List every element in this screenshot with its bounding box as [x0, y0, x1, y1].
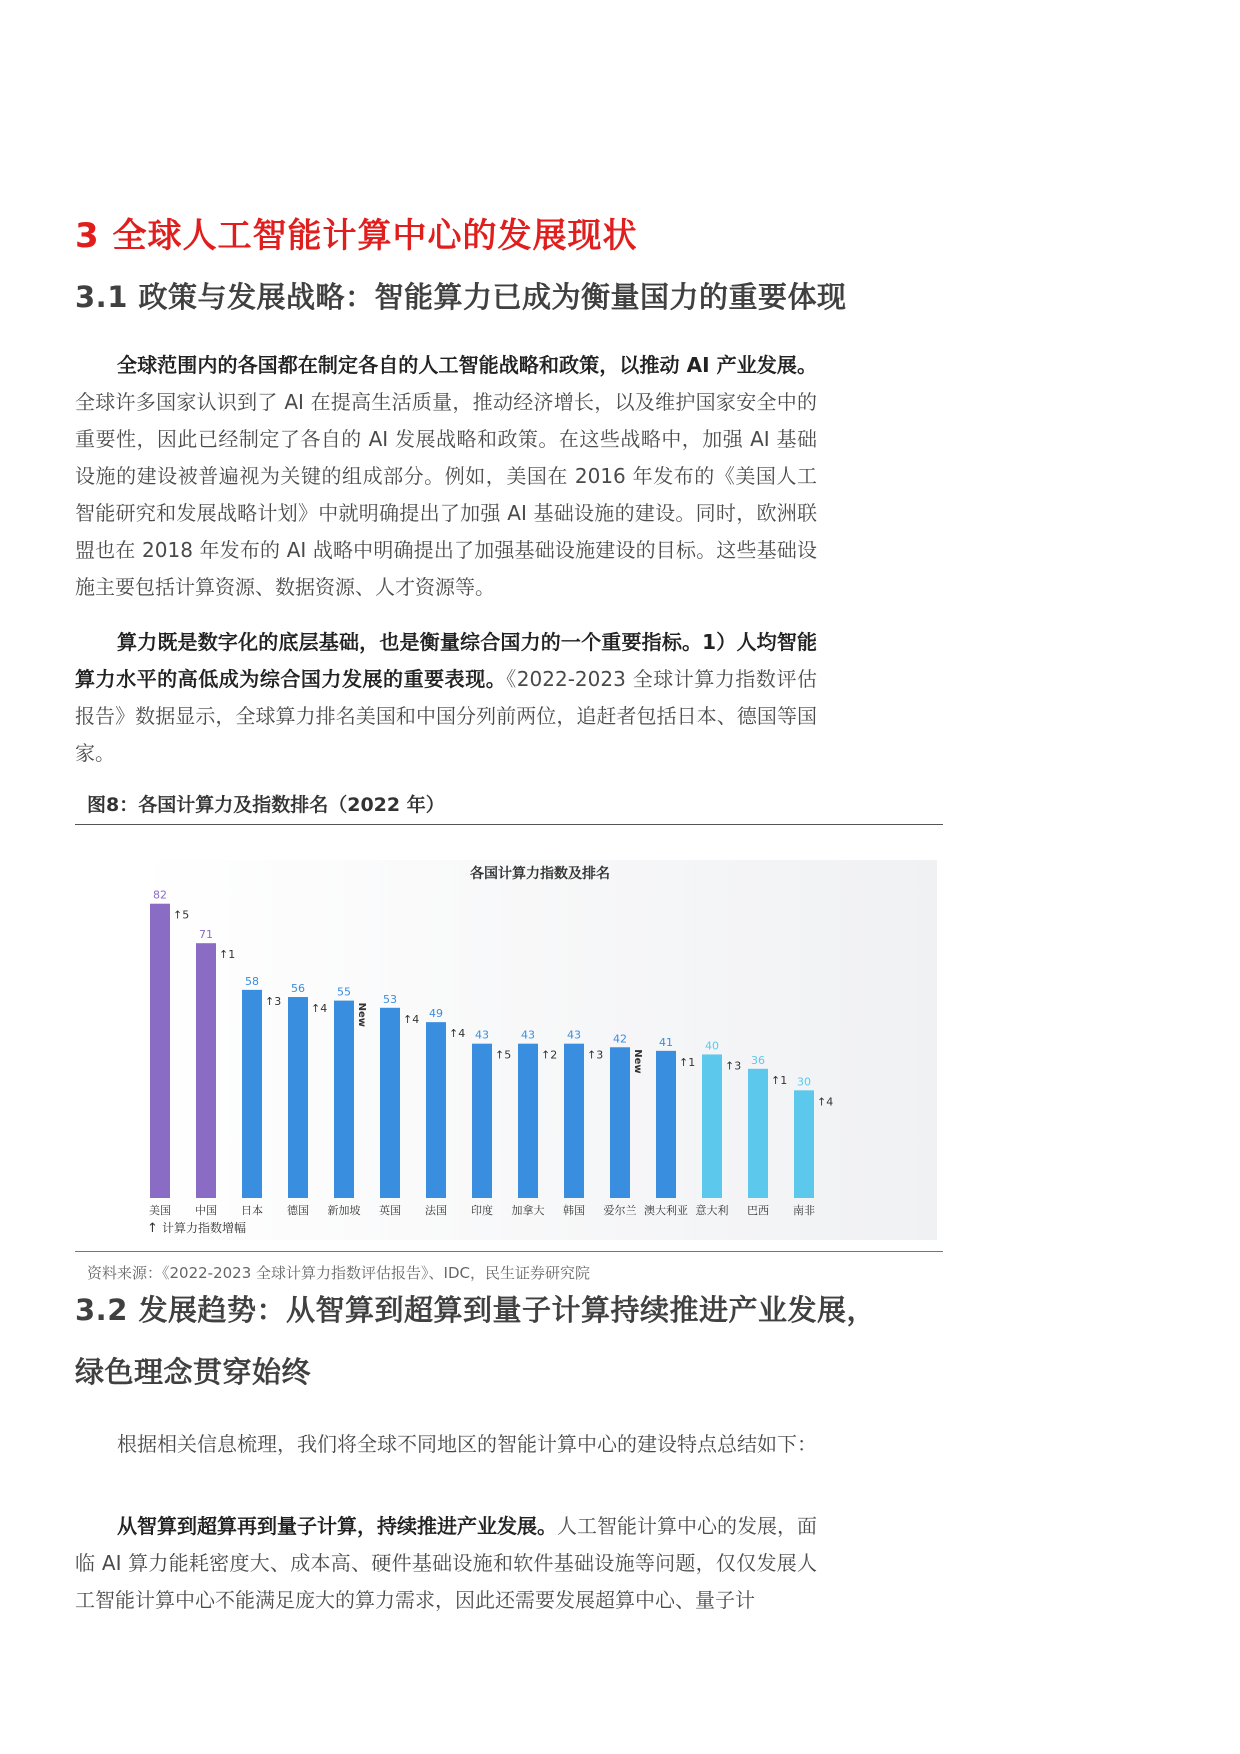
category-label: 印度	[471, 1204, 493, 1217]
bar-chart	[75, 840, 943, 1250]
bar-value-label: 36	[751, 1053, 765, 1067]
bar	[334, 1001, 354, 1198]
category-label: 巴西	[747, 1204, 769, 1217]
rank-change-label: ↑4	[403, 1012, 420, 1026]
category-label: 澳大利亚	[644, 1204, 688, 1217]
legend-label: 计算力指数增幅	[162, 1221, 247, 1235]
figure-bottom-rule	[75, 1251, 943, 1252]
bar	[748, 1069, 768, 1198]
paragraph-summary	[75, 1426, 817, 1463]
category-label: 新加坡	[327, 1204, 361, 1217]
category-label: 中国	[195, 1204, 217, 1217]
bar-value-label: 43	[567, 1028, 581, 1042]
paragraph-lead: 从智算到超算再到量子计算，持续推进产业发展。	[117, 1514, 557, 1538]
category-label: 爱尔兰	[603, 1204, 637, 1217]
figure-source: 资料来源：《2022-2023 全球计算力指数评估报告》、IDC，民生证券研究院	[87, 1264, 590, 1282]
paragraph-body: 人工智能计算中心的发展，面临 AI 算力能耗密度大、成本高、硬件基础设施和软件基础设施等问题，仅仅发展人工智能计算中心不能满足庞大的算力需求，因此还需要发展超算中心、量子计	[75, 1514, 817, 1612]
bar-value-label: 55	[337, 985, 351, 999]
bar-value-label: 30	[797, 1075, 811, 1089]
bar-value-label: 71	[199, 928, 213, 942]
bar	[702, 1054, 722, 1198]
subsection-title-3-2-line1: 3.2 发展趋势：从智算到超算到量子计算持续推进产业发展，	[75, 1293, 876, 1327]
category-label: 日本	[241, 1204, 263, 1217]
bar-value-label: 42	[613, 1032, 627, 1046]
category-label: 美国	[149, 1204, 171, 1217]
bar-value-label: 41	[659, 1035, 673, 1049]
chart-svg	[75, 840, 943, 1250]
paragraph-computing-power	[75, 624, 817, 772]
bar-value-label: 40	[705, 1039, 719, 1053]
rank-change-label: New	[632, 1049, 643, 1074]
figure-top-rule	[75, 824, 943, 825]
category-label: 加拿大	[511, 1204, 545, 1217]
category-label: 德国	[287, 1204, 309, 1217]
bar-value-label: 56	[291, 982, 305, 996]
rank-change-label: ↑5	[173, 908, 190, 922]
rank-change-label: ↑4	[449, 1027, 466, 1041]
bar	[196, 943, 216, 1198]
category-label: 韩国	[563, 1204, 585, 1217]
rank-change-label: ↑1	[679, 1055, 696, 1069]
rank-change-label: ↑1	[219, 948, 236, 962]
paragraph-ai-strategy	[75, 347, 817, 606]
category-label: 英国	[379, 1204, 401, 1217]
bar-value-label: 53	[383, 992, 397, 1006]
paragraph-body: 全球许多国家认识到了 AI 在提高生活质量，推动经济增长，以及维护国家安全中的重要性，因此已经制定了各自的 AI 发展战略和政策。在这些战略中，加强 AI 基础设施的建设被普遍视为关键的组成部分。例如，美国在 2016 年发布的《美国人工智能研究和发展战略计划》中就明确提出了加强 AI 基础设施的建设。同时，欧洲联盟也在 2018 年发布的 AI 战略中明确提出了加强基础设施建设的目标。这些基础设施主要包括计算资源、数据资源、人才资源等。	[75, 390, 817, 599]
bar	[288, 997, 308, 1198]
bar-value-label: 43	[475, 1028, 489, 1042]
legend-arrow-icon: ↑	[147, 1221, 158, 1236]
rank-change-label: ↑2	[541, 1048, 558, 1062]
rank-change-label: ↑4	[817, 1095, 834, 1109]
bar	[426, 1022, 446, 1198]
bar-value-label: 82	[153, 888, 167, 902]
chart-legend	[147, 1220, 246, 1236]
bar	[610, 1047, 630, 1198]
bar	[242, 990, 262, 1198]
bar-value-label: 58	[245, 974, 259, 988]
paragraph-lead: 全球范围内的各国都在制定各自的人工智能战略和政策，以推动 AI 产业发展。	[117, 353, 817, 377]
rank-change-label: ↑1	[771, 1073, 788, 1087]
paragraph-body: 根据相关信息梳理，我们将全球不同地区的智能计算中心的建设特点总结如下：	[117, 1432, 817, 1456]
rank-change-label: ↑3	[587, 1048, 604, 1062]
chart-title: 各国计算力指数及排名	[470, 866, 610, 882]
category-label: 法国	[425, 1204, 447, 1217]
rank-change-label: ↑3	[725, 1059, 742, 1073]
bar	[472, 1044, 492, 1198]
category-label: 意大利	[695, 1204, 729, 1217]
bar	[564, 1044, 584, 1198]
bar	[380, 1008, 400, 1198]
category-label: 南非	[793, 1204, 815, 1217]
rank-change-label: ↑5	[495, 1048, 512, 1062]
paragraph-lead: 算力既是数字化的底层基础，也是衡量综合国力的一个重要指标。1）人均智能算力水平的高低成为综合国力发展的重要表现。	[75, 630, 817, 691]
section-title: 3 全球人工智能计算中心的发展现状	[75, 216, 638, 256]
bar	[518, 1044, 538, 1198]
subsection-title-3-1: 3.1 政策与发展战略：智能算力已成为衡量国力的重要体现	[75, 280, 847, 314]
paragraph-quantum	[75, 1508, 817, 1619]
rank-change-label: ↑3	[265, 994, 282, 1008]
rank-change-label: New	[356, 1002, 367, 1028]
bar	[150, 904, 170, 1198]
bar-value-label: 43	[521, 1028, 535, 1042]
bar	[794, 1090, 814, 1198]
bar-value-label: 49	[429, 1007, 443, 1021]
bar	[656, 1051, 676, 1198]
subsection-title-3-2-line2: 绿色理念贯穿始终	[75, 1355, 312, 1389]
rank-change-label: ↑4	[311, 1002, 328, 1016]
figure-caption: 图8：各国计算力及指数排名（2022 年）	[87, 794, 445, 816]
paragraph-body: 《2022-2023 全球计算力指数评估报告》数据显示，全球算力排名美国和中国分列前两位，追赶者包括日本、德国等国家。	[75, 667, 817, 765]
